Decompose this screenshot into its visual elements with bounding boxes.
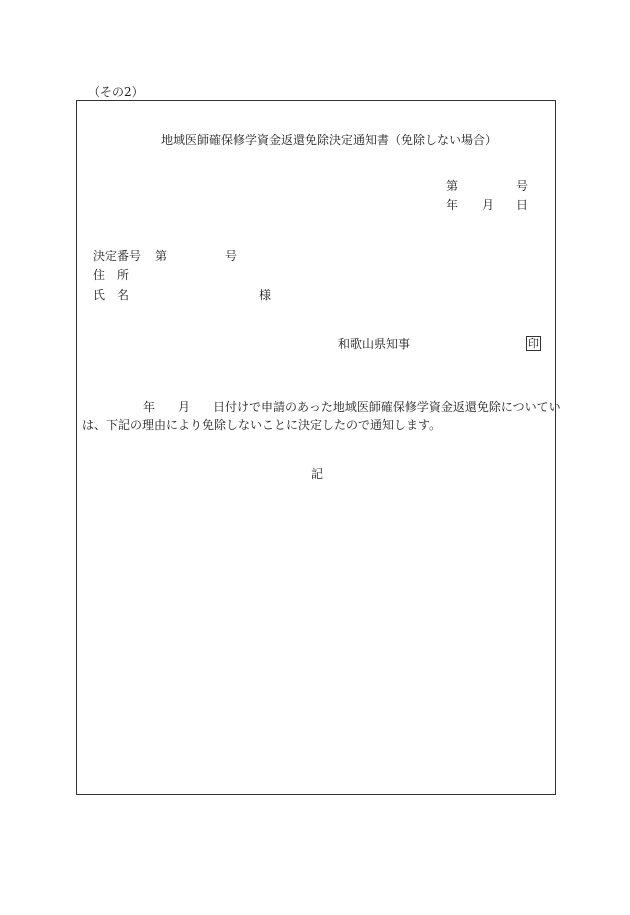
honorific: 様	[259, 288, 272, 302]
issuer: 和歌山県知事	[338, 337, 411, 351]
seal-stamp: 印	[528, 337, 539, 350]
body-text-line1: 日付けで申請のあった地域医師確保修学資金返還免除についてい	[213, 400, 561, 414]
page-label: （その2）	[88, 85, 144, 99]
date-year: 年	[446, 198, 459, 212]
address-label: 住 所	[93, 268, 130, 282]
decision-number-label: 決定番号	[93, 249, 142, 263]
date-day: 日	[516, 198, 529, 212]
name-label: 氏 名	[93, 288, 130, 302]
date-month: 月	[482, 198, 495, 212]
doc-number-suffix: 号	[516, 179, 529, 193]
doc-number-prefix: 第	[446, 179, 459, 193]
decision-number-suffix: 号	[225, 249, 238, 263]
document-title: 地域医師確保修学資金返還免除決定通知書（免除しない場合）	[161, 133, 498, 147]
decision-number-prefix: 第	[155, 249, 168, 263]
body-text-line2: は、下記の理由により免除しないことに決定したので通知します。	[82, 418, 442, 432]
ki-heading: 記	[311, 467, 324, 481]
body-year: 年	[143, 400, 156, 414]
body-month: 月	[178, 400, 191, 414]
